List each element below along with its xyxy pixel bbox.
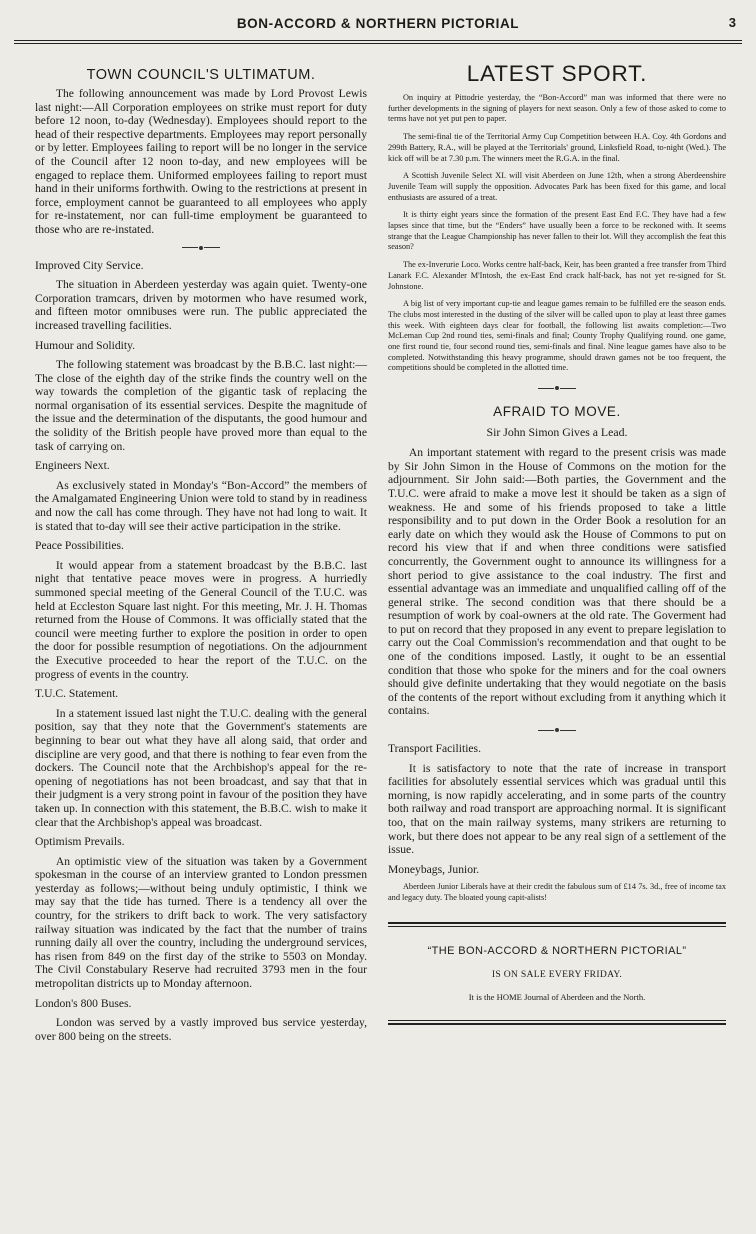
- subheadline-sir-john-simon: Sir John Simon Gives a Lead.: [486, 425, 628, 440]
- article-intro: The following announcement was made by Lord Provost Lewis last night:—All Corporation employees on strike must report for duty before 12 noon, to-day (Wednesday). Employees should report to the head of their respective departments. Employees may report personally or by letter. Employees failing to report will be no longer in the service of the Council after 12 noon to-day, and new employees will be engaged to replace them. Uniformed employees failing to report must hand in their uniforms forthwith. Owing to the restrictions at present in force, employment cannot be guaranteed to all employees who apply for re-instatement, nor can full-time employment be guaranteed to those who are re-instated.: [35, 87, 367, 236]
- subhead-engineers-next: Engineers Next.: [35, 459, 110, 473]
- right-column: [388, 56, 726, 1025]
- subhead-peace-possibilities: Peace Possibilities.: [35, 539, 124, 553]
- para-transport-facilities: It is satisfactory to note that the rate of increase in transport facilities for absolutely essential services which was gradual until this morning, is now rapidly accelerating, and in some parts of the country both railway and road transport are approaching normal. It is significant too, that on the main railway systems, many strikers are returning to work, but there does not appear to be any real sign of a settlement of the issue.: [388, 761, 726, 857]
- para-moneybags-junior: Aberdeen Junior Liberals have at their credit the fabulous sum of £14 7s. 3d., free of income tax and legacy duty. The bloated young capit-alists!: [388, 882, 726, 903]
- promo-box: [388, 922, 726, 1025]
- para-peace-possibilities: It would appear from a statement broadcast by the B.B.C. last night that tentative peace moves were in progress. A hurriedly summoned special meeting of the General Council of the T.U.C. was held at Eccleston Square last night. For this meeting, Mr. J. H. Thomas returned from the House of Commons. It was officially stated that the council were meeting further to explore the position in order to open the door for possible resumption of negotiations. On the adjournment the Executive proceeded to hear the report of the T.U.C. on the progress of events in the country.: [35, 558, 367, 681]
- sport-item: It is thirty eight years since the formation of the present East End F.C. They have had a few lapses since that time, but the “Enders” have usually been a force to be reckoned with. It seems strange that the League Championship has never fallen to their lot. Will they accomplish the feat this season?: [388, 210, 726, 252]
- subhead-optimism-prevails: Optimism Prevails.: [35, 835, 125, 849]
- sport-item: The semi-final tie of the Territorial Army Cup Competition between H.A. Coy. 4th Gordons and 299th Battery, R.A., will be played at the Territorials' ground, Linksfield Road, to-night (Wed.). The kick off will be at 7.30 p.m. The winners meet the R.G.A. in the final.: [388, 132, 726, 163]
- para-london-buses: London was served by a vastly improved bus service yesterday, over 800 being on the streets.: [35, 1016, 367, 1043]
- promo-rule-bottom: [388, 1020, 726, 1025]
- subhead-tuc-statement: T.U.C. Statement.: [35, 687, 119, 701]
- para-improved-city-service: The situation in Aberdeen yesterday was again quiet. Twenty-one Corporation tramcars, driven by motormen who have resumed work, and fifteen motor omnibuses were run. The public appreciated the increased travelling facilities.: [35, 278, 367, 332]
- masthead-title: BON-ACCORD & NORTHERN PICTORIAL: [236, 16, 520, 31]
- headline-town-council: TOWN COUNCIL'S ULTIMATUM.: [86, 67, 316, 83]
- section-divider-ornament: [388, 386, 726, 390]
- sport-item: A big list of very important cup-tie and league games remain to be fulfilled ere the season ends. The clubs most interested in the dusting of the silver will be called upon to play at least three games this week. With eighteen days clear for football, the following list awaits completion:—Two McLeman Cup 2nd round ties, semi-finals and final; County Trophy Qualifying round. one game, one first round tie, four second round ties, semi-finals and final. Nine league games have also to be completed. Notwithstanding this heavy programme, should drawn games not be too frequent, the competitions should be completed in the allotted time.: [388, 299, 726, 373]
- para-afraid-to-move: An important statement with regard to the present crisis was made by Sir John Simon in the House of Commons on the motion for the adjournment. Sir John said:—Both parties, the Government and the T.U.C. were afraid to make a move lest it should be taken as a sign of weakness. He and some of his friends proposed to take a little responsibility and to put down in the Order Book a resolution for an early date on which they would ask the House of Commons to put on record his view that if and when three conditions were satisfied concurrently, the Government ought to announce its willingness for a short period to give assistance to the coal industry. The first and essential advantage was an immediate and unqualified calling off of the general strike. The second condition was that there should be a resumption of work by coal-owners at the old rate. The Goverment had to put on record that they proposed in any event to prepare legislation to carry out the Coal Commission's recommendation and that ought to be one of the conditions imposed. Lastly, it ought to be an essential condition that those who spoke for the miners and for the coal owners should give definite undertaking that they would negotiate on the basis of the contents of the report without excluding from it anything which it contains.: [388, 446, 726, 718]
- sport-item: The ex-Inverurie Loco. Works centre half-back, Keir, has been granted a free transfer from Third Lanark F.C. Alexander M'Intosh, the ex-East End crack half-back, has not yet re-signed for St. Johnstone.: [388, 260, 726, 291]
- subhead-transport-facilities: Transport Facilities.: [388, 742, 481, 756]
- sport-item: On inquiry at Pittodrie yesterday, the “Bon-Accord” man was informed that there were no further developments in the signing of players for next season. Only a few of those asked to come to terms have not yet put pen to paper.: [388, 93, 726, 124]
- subhead-moneybags-junior: Moneybags, Junior.: [388, 862, 480, 876]
- left-column: [35, 56, 367, 1048]
- headline-afraid-to-move: AFRAID TO MOVE.: [493, 404, 621, 420]
- page-number: 3: [728, 15, 736, 30]
- masthead-rule: [14, 40, 742, 44]
- para-humour-solidity: The following statement was broadcast by the B.B.C. last night:—The close of the eighth day of the strike finds the country well on the way towards the completion of the gigantic task of replacing the normal organisation of its essential services. Despite the magnitude of the issue and the determination of the disputants, the good humour and the solidity of the British people have proved more than equal to the task of carrying on.: [35, 358, 367, 453]
- masthead: [14, 8, 742, 42]
- subhead-improved-city-service: Improved City Service.: [35, 258, 144, 272]
- para-engineers-next: As exclusively stated in Monday's “Bon-Accord” the members of the Amalgamated Engineering Union were told to stand by in readiness and now the call has come through. They have not had long to wait. It is stated that to-day will see their active participation in the strike.: [35, 478, 367, 533]
- promo-tagline: It is the HOME Journal of Aberdeen and the North.: [468, 991, 646, 1002]
- promo-sale-line: IS ON SALE EVERY FRIDAY.: [491, 968, 623, 980]
- promo-title: “THE BON-ACCORD & NORTHERN PICTORIAL”: [427, 944, 687, 957]
- subhead-humour-solidity: Humour and Solidity.: [35, 338, 136, 352]
- para-optimism-prevails: An optimistic view of the situation was taken by a Government spokesman in the course of an interview granted to London pressmen yesterday as follows;—without being unduly optimistic, I think we may say that the tide has turned. There is a tendency all over the country, for the strikers to drift back to work. The very satisfactory railway situation was indicated by the fact that the number of trains running daily all over the country, including the underground services, has risen from 849 on the first day of the strike to 5503 on Monday. The Civil Constabulary Reserve had recruited 3793 men in the four metropolitan districts up to Monday afternoon.: [35, 854, 367, 991]
- section-divider-ornament: [35, 246, 367, 250]
- subhead-london-buses: London's 800 Buses.: [35, 996, 132, 1010]
- promo-rule-top: [388, 922, 726, 927]
- section-divider-ornament: [388, 728, 726, 732]
- para-tuc-statement: In a statement issued last night the T.U.C. dealing with the general position, say that they note that the Government's statements are beginning to bear out what they have all along said, that order and discipline are very good, and that there is nothing to fear even from the dockers. The Council note that the Archbishop's appeal for the re-opening of negotiations has not been broadcast, and say that that in their judgment is a very strong point in favour of the position they have taken up. In connection with this statement, the B.B.C. wish to make it clear that the Archbishop's appeal was broadcast.: [35, 706, 367, 829]
- headline-latest-sport: LATEST SPORT.: [466, 61, 648, 86]
- sport-item: A Scottish Juvenile Select XI. will visit Aberdeen on June 12th, when a strong Aberdeenshire Juvenile Team will supply the opposition. Advocates Park has been fixed for this game, and local enthusiasts are assured of a treat.: [388, 171, 726, 202]
